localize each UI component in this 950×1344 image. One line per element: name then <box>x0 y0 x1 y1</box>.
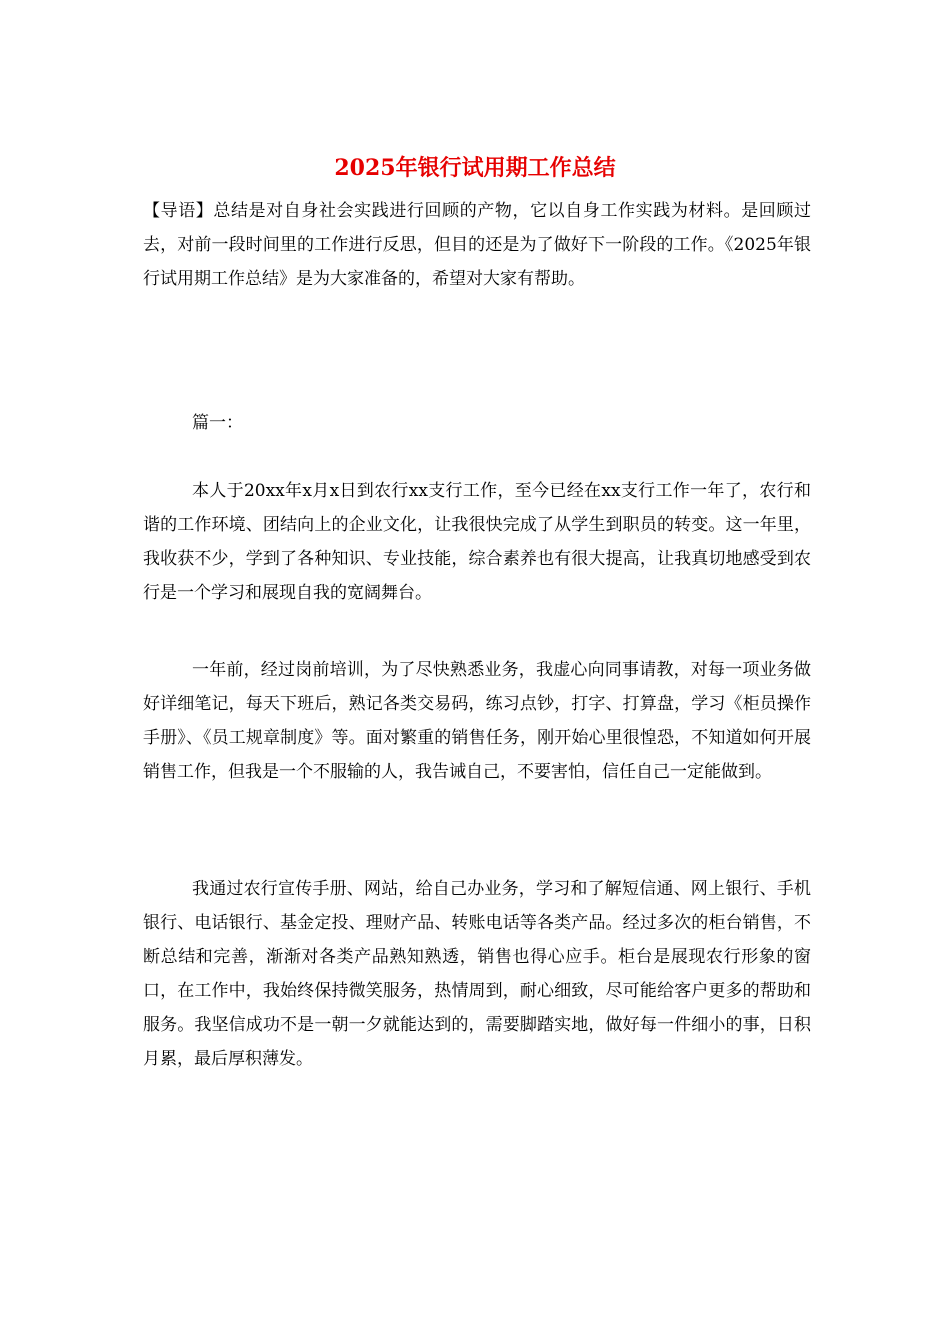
section-label: 篇一： <box>192 413 243 433</box>
intro-paragraph: 【导语】总结是对自身社会实践进行回顾的产物，它以自身工作实践为材料。是回顾过去，对前一段时间里的工作进行反思，但目的还是为了做好下一阶段的工作。《2025年银行试用期工作总结》是为大家准备的，希望对大家有帮助。 <box>143 201 811 289</box>
body-paragraph-1: 本人于20xx年x月x日到农行xx支行工作，至今已经在xx支行工作一年了，农行和谐的工作环境、团结向上的企业文化，让我很快完成了从学生到职员的转变。这一年里，我收获不少，学到了各种知识、专业技能，综合素养也有很大提高，让我真切地感受到农行是一个学习和展现自我的宽阔舞台。 <box>143 481 811 603</box>
body-paragraph-2: 一年前，经过岗前培训，为了尽快熟悉业务，我虚心向同事请教，对每一项业务做好详细笔记，每天下班后，熟记各类交易码，练习点钞，打字、打算盘，学习《柜员操作手册》、《员工规章制度》等。面对繁重的销售任务，刚开始心里很惶恐，不知道如何开展销售工作，但我是一个不服输的人，我告诫自己，不要害怕，信任自己一定能做到。 <box>143 660 811 782</box>
body-paragraph-3: 我通过农行宣传手册、网站，给自己办业务，学习和了解短信通、网上银行、手机银行、电话银行、基金定投、理财产品、转账电话等各类产品。经过多次的柜台销售，不断总结和完善，渐渐对各类产品熟知熟透，销售也得心应手。柜台是展现农行形象的窗口，在工作中，我始终保持微笑服务，热情周到，耐心细致，尽可能给客户更多的帮助和服务。我坚信成功不是一朝一夕就能达到的，需要脚踏实地，做好每一件细小的事，日积月累，最后厚积薄发。 <box>143 879 811 1069</box>
document-title: 2025年银行试用期工作总结 <box>334 155 616 181</box>
